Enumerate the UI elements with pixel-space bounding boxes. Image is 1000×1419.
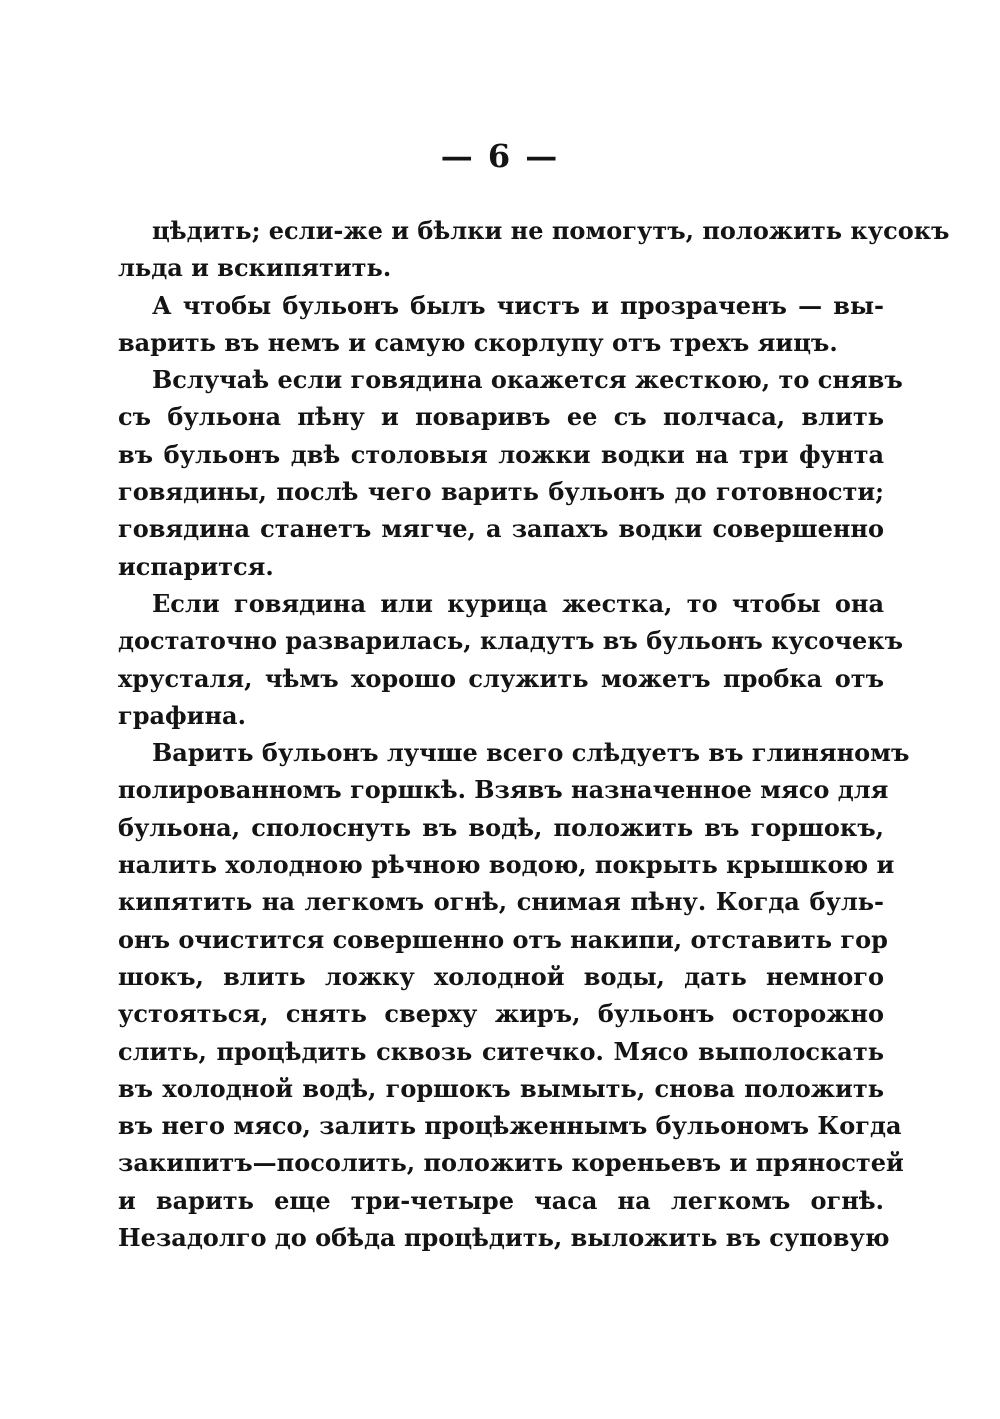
text-line: Незадолго до обѣда процѣдить, выложить въ суповую [118,1223,890,1253]
text-line: и варить еще три-четыре часа на легкомъ огнѣ. [118,1185,884,1215]
text-line: устояться, снять сверху жиръ, бульонъ осторожно [118,999,884,1029]
text-line: шокъ, влить ложку холодной воды, дать немного [118,961,884,991]
text-line: говядина станетъ мягче, а запахъ водки совершенно [118,514,884,544]
text-line: закипитъ—посолить, положить кореньевъ и пряностей [118,1148,904,1178]
text-line: льда и вскипятить. [118,253,392,283]
text-line: Если говядина или курица жестка, то чтобы она [152,588,884,618]
text-line: налить холодною рѣчною водою, покрыть крышкою и [118,850,895,880]
text-line: онъ очистится совершенно отъ накипи, отставить гор [118,924,888,954]
paragraph [118,734,910,1256]
text-line: варить въ немъ и самую скорлупу отъ трехъ яицъ. [118,327,838,357]
text-line: Варить бульонъ лучше всего слѣдуетъ въ глиняномъ [152,738,910,768]
text-line: въ холодной водѣ, горшокъ вымыть, снова положить [118,1073,884,1103]
text-line: съ бульона пѣну и поваривъ ее съ полчаса, влить [118,402,884,432]
text-line: графина. [118,700,246,730]
text-line: бульона, сполоснуть въ водѣ, положить въ горшокъ, [118,812,884,842]
text-line: кипятить на легкомъ огнѣ, снимая пѣну. Когда буль- [118,887,884,917]
text-line: полированномъ горшкѣ. Взявъ назначенное мясо для [118,775,889,805]
page-number: — 6 — [440,137,560,175]
text-line: хрусталя, чѣмъ хорошо служить можетъ пробка отъ [118,663,884,693]
body-text [118,212,950,1256]
text-line: А чтобы бульонъ былъ чистъ и прозраченъ — вы- [152,290,884,320]
paragraph [118,212,950,287]
text-line: говядины, послѣ чего варить бульонъ до готовности; [118,477,884,507]
text-line: испарится. [118,551,274,581]
text-line: въ бульонъ двѣ столовыя ложки водки на три фунта [118,439,884,469]
paragraph [118,287,884,362]
paragraph [118,585,904,734]
text-line: достаточно разварилась, кладутъ въ бульонъ кусочекъ [118,626,904,656]
text-line: въ него мясо, залить процѣженнымъ бульономъ Когда [118,1111,902,1141]
paragraph [118,361,903,585]
text-line: Вслучаѣ если говядина окажется жесткою, то снявъ [152,365,903,395]
text-line: слить, процѣдить сквозь ситечко. Мясо выполоскать [118,1036,884,1066]
text-line: цѣдить; если-же и бѣлки не помогутъ, положить кусокъ [152,216,950,245]
